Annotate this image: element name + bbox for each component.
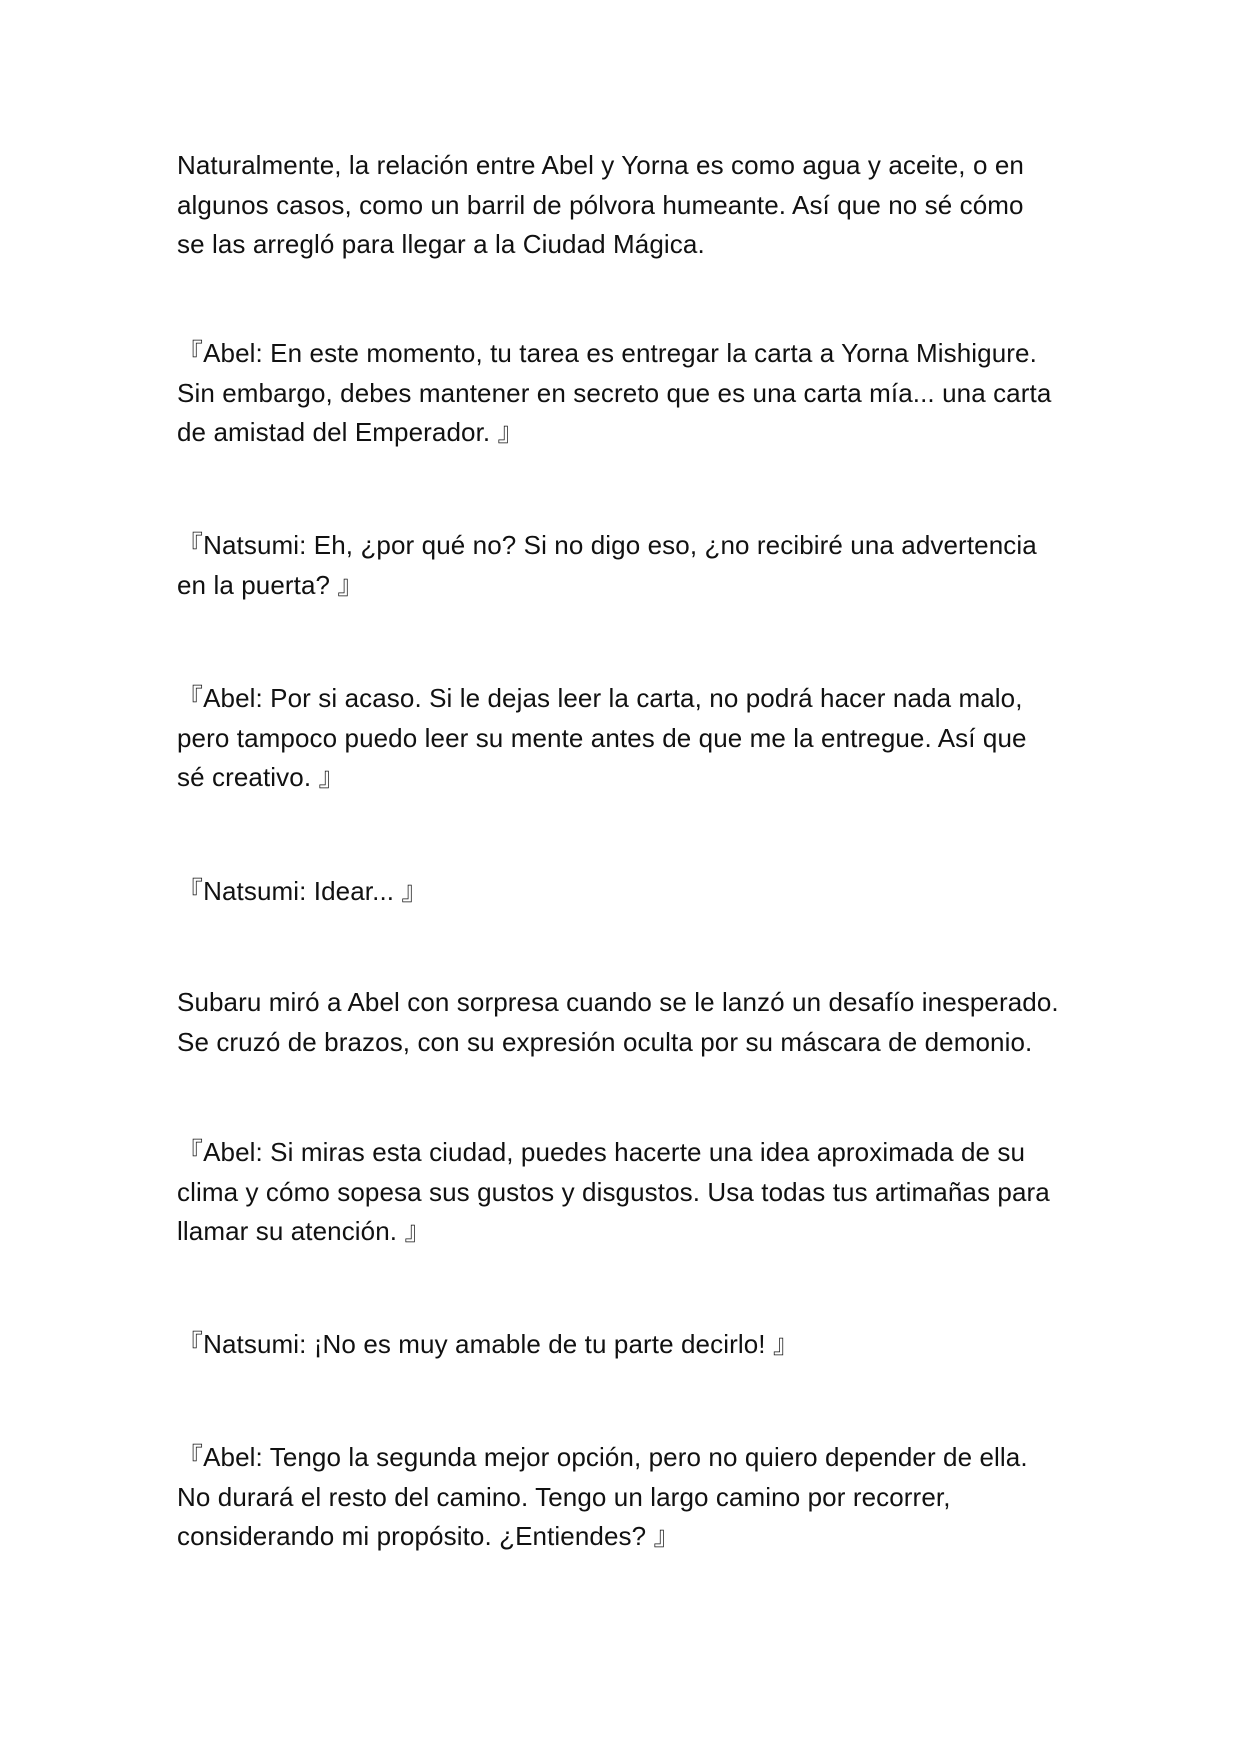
dialogue-abel: 『Abel: Si miras esta ciudad, puedes hacerte una idea aproximada de su clima y cómo sopesa sus gustos y disgustos. Usa todas tus artimañas para llamar su atención. 』 (177, 1137, 1050, 1246)
dialogue-abel: 『Abel: Tengo la segunda mejor opción, pero no quiero depender de ella. No durará el resto del camino. Tengo un largo camino por recorrer, considerando mi propósito. ¿Entiendes? 』 (177, 1442, 1028, 1551)
dialogue-abel: 『Abel: En este momento, tu tarea es entregar la carta a Yorna Mishigure. Sin embargo, debes mantener en secreto que es una carta mía... una carta de amistad del Emperador. 』 (177, 338, 1052, 447)
dialogue-natsumi: 『Natsumi: ¡No es muy amable de tu parte decirlo! 』 (177, 1329, 800, 1359)
narration-paragraph: Subaru miró a Abel con sorpresa cuando se le lanzó un desafío inesperado. Se cruzó de brazos, con su expresión oculta por su máscara de demonio. (177, 987, 1059, 1057)
dialogue-natsumi: 『Natsumi: Idear... 』 (177, 876, 428, 906)
dialogue-natsumi: 『Natsumi: Eh, ¿por qué no? Si no digo eso, ¿no recibiré una advertencia en la puerta? 』 (177, 530, 1037, 600)
narration-paragraph: Naturalmente, la relación entre Abel y Yorna es como agua y aceite, o en algunos casos, como un barril de pólvora humeante. Así que no sé cómo se las arregló para llegar a la Ciudad Mágica. (177, 150, 1024, 259)
dialogue-abel: 『Abel: Por si acaso. Si le dejas leer la carta, no podrá hacer nada malo, pero tampoco puedo leer su mente antes de que me la entregue. Así que sé creativo. 』 (177, 683, 1027, 792)
